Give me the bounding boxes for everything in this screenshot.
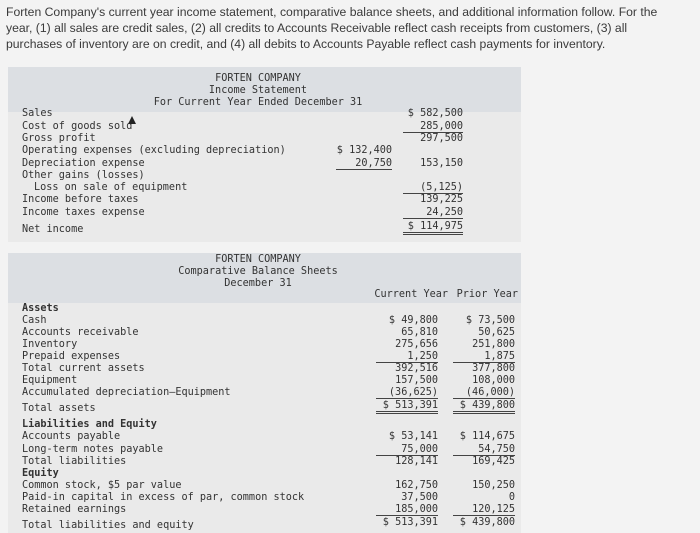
bs-row-label: Accounts payable: [22, 431, 121, 442]
bs-current-value: (36,625): [376, 387, 438, 399]
bs-row-label: Cash: [22, 315, 47, 326]
bs-current-value: 65,810: [401, 327, 438, 338]
bs-section-liabilities: Liabilities and Equity: [22, 419, 157, 430]
is-title: Income Statement: [208, 85, 308, 96]
bs-prior-value: 120,125: [453, 504, 515, 516]
is-right-value: 153,150: [420, 158, 463, 169]
bs-prior-value: $ 439,800: [459, 517, 515, 528]
bs-prior-value: 1,875: [453, 351, 515, 363]
bs-current-value: 392,516: [395, 363, 438, 374]
bs-current-value: $ 513,391: [382, 517, 438, 528]
bs-date: December 31: [224, 278, 292, 289]
bs-current-value: $ 53,141: [388, 431, 438, 442]
is-row-label: Loss on sale of equipment: [34, 182, 188, 193]
bs-current-value: $ 49,800: [388, 315, 438, 326]
bs-prior-value: $ 439,800: [453, 400, 515, 414]
is-right-value: $ 114,975: [403, 221, 463, 235]
intro-line: purchases of inventory are on credit, and (4) all debits to Accounts Payable reflect cash payments for inventory.: [6, 37, 606, 51]
is-row-label: Depreciation expense: [22, 158, 145, 169]
bs-row-label: Accounts receivable: [22, 327, 139, 338]
bs-current-value: 37,500: [401, 492, 438, 503]
bs-row-label: Equipment: [22, 375, 78, 386]
bs-prior-value: 169,425: [472, 456, 515, 467]
bs-prior-value: 50,625: [478, 327, 515, 338]
income-statement-header: [8, 67, 521, 112]
bs-row-label: Common stock, $5 par value: [22, 480, 182, 491]
income-statement-body: [8, 108, 521, 242]
bs-col-prior-header: Prior Year: [456, 289, 518, 300]
bs-prior-value: 108,000: [472, 375, 515, 386]
bs-col-current-header: Current Year: [374, 289, 448, 300]
bs-current-value: 275,656: [395, 339, 438, 350]
is-mid-value: 20,750: [336, 158, 392, 170]
bs-section-assets: Assets: [22, 303, 59, 314]
bs-prior-value: $ 114,675: [459, 431, 515, 442]
is-mid-value: $ 132,400: [336, 145, 392, 156]
bs-row-label: Total liabilities: [22, 456, 127, 467]
bs-prior-value: 251,800: [472, 339, 515, 350]
is-company-name: FORTEN COMPANY: [215, 73, 301, 84]
bs-current-value: 157,500: [395, 375, 438, 386]
balance-sheet-header: [8, 253, 521, 303]
bs-row-label: Total assets: [22, 403, 96, 414]
is-right-value: 285,000: [403, 121, 463, 133]
intro-line: Forten Company's current year income statement, comparative balance sheets, and additional information follow. For the: [6, 5, 658, 19]
bs-prior-value: 150,250: [472, 480, 515, 491]
is-row-label: Operating expenses (excluding depreciation): [22, 145, 286, 156]
bs-prior-value: $ 73,500: [465, 315, 515, 326]
intro-line: year, (1) all sales are credit sales, (2) all credits to Accounts Receivable reflect cash receipts from customers, (3) all: [6, 21, 628, 35]
is-row-label: Sales: [22, 108, 53, 119]
bs-company-name: FORTEN COMPANY: [215, 254, 301, 265]
bs-prior-value: 54,750: [453, 444, 515, 456]
bs-section-equity: Equity: [22, 468, 59, 479]
is-period: For Current Year Ended December 31: [153, 97, 363, 108]
bs-current-value: 128,141: [395, 456, 438, 467]
mouse-cursor-icon: [128, 116, 136, 124]
bs-current-value: 75,000: [376, 444, 438, 456]
bs-row-label: Prepaid expenses: [22, 351, 121, 362]
is-row-label: Cost of goods sold: [22, 121, 133, 132]
bs-current-value: 162,750: [395, 480, 438, 491]
balance-sheet-body: [8, 303, 521, 533]
bs-row-label: Inventory: [22, 339, 78, 350]
is-row-label: Income before taxes: [22, 194, 139, 205]
bs-prior-value: 0: [508, 492, 515, 503]
bs-current-value: 1,250: [376, 351, 438, 363]
is-right-value: 297,500: [420, 133, 463, 144]
bs-prior-value: 377,800: [472, 363, 515, 374]
is-row-label: Net income: [22, 224, 84, 235]
is-right-value: 139,225: [420, 194, 463, 205]
bs-row-label: Long-term notes payable: [22, 444, 164, 455]
is-right-value: 24,250: [403, 207, 463, 219]
bs-prior-value: (46,000): [453, 387, 515, 399]
bs-row-label: Retained earnings: [22, 504, 127, 515]
bs-row-label: Total current assets: [22, 363, 145, 374]
bs-current-value: $ 513,391: [376, 400, 438, 414]
is-row-label: Income taxes expense: [22, 207, 145, 218]
is-row-label: Gross profit: [22, 133, 96, 144]
is-right-value: (5,125): [403, 182, 463, 194]
bs-row-label: Accumulated depreciation—Equipment: [22, 387, 231, 398]
bs-current-value: 185,000: [376, 504, 438, 516]
bs-row-label: Paid-in capital in excess of par, common stock: [22, 492, 305, 503]
is-right-value: $ 582,500: [407, 108, 463, 119]
intro-paragraph: [6, 4, 694, 52]
bs-row-label: Total liabilities and equity: [22, 520, 194, 531]
is-row-label: Other gains (losses): [22, 170, 145, 181]
bs-title: Comparative Balance Sheets: [178, 266, 338, 277]
